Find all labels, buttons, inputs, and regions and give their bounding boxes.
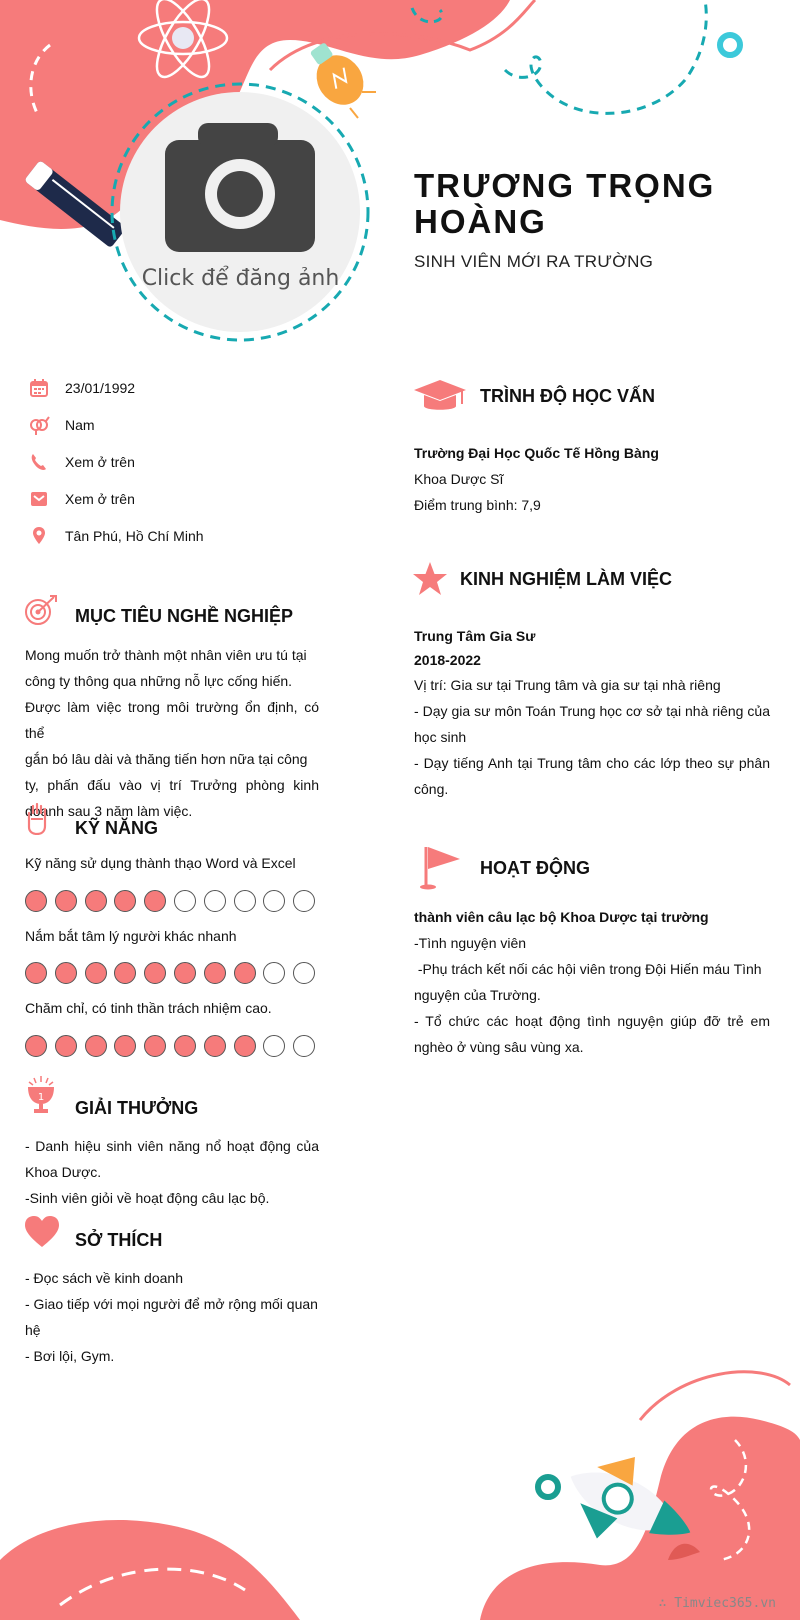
birthday-text: 23/01/1992	[65, 380, 136, 396]
objective-text	[25, 642, 319, 824]
work-period: 2018-2022	[414, 652, 481, 668]
awards-text	[25, 1133, 319, 1211]
rating-dot-filled	[114, 890, 136, 912]
award-line: - Danh hiệu sinh viên năng nổ hoạt động của	[25, 1138, 319, 1154]
experience-line: học sinh	[414, 729, 467, 745]
hobby-line: - Đọc sách về kinh doanh	[25, 1270, 183, 1286]
activities-details	[414, 904, 770, 1060]
activities-title: HOẠT ĐỘNG	[480, 858, 590, 878]
awards-title: GIẢI THƯỞNG	[75, 1098, 199, 1118]
skills-title: KỸ NĂNG	[75, 818, 159, 838]
rating-dot-empty	[234, 890, 256, 912]
education-title: TRÌNH ĐỘ HỌC VẤN	[480, 386, 655, 406]
svg-text:1: 1	[37, 1092, 45, 1103]
flag-icon	[420, 845, 464, 891]
rating-dot-empty	[263, 1035, 285, 1057]
phone-icon	[28, 451, 50, 473]
skill-label: Nắm bắt tâm lý người khác nhanh	[25, 928, 237, 944]
experience-title: KINH NGHIỆM LÀM VIỆC	[460, 569, 673, 589]
objective-line: công ty thông qua những nỗ lực cống hiến.	[25, 673, 293, 689]
rating-dot-empty	[263, 890, 285, 912]
rating-dot-filled	[204, 1035, 226, 1057]
rating-dot-empty	[263, 962, 285, 984]
skill-rating	[25, 890, 323, 912]
rating-dot-filled	[234, 1035, 256, 1057]
rating-dot-filled	[55, 1035, 77, 1057]
faculty: Khoa Dược Sĩ	[414, 471, 504, 487]
rating-dot-filled	[144, 890, 166, 912]
experience-line: Vị trí: Gia sư tại Trung tâm và gia sư tại nhà riêng	[414, 677, 721, 693]
rating-dot-filled	[204, 962, 226, 984]
activity-line: -Tình nguyện viên	[414, 935, 527, 951]
contact-gender	[28, 414, 95, 436]
rating-dot-empty	[293, 890, 315, 912]
hand-icon	[25, 803, 49, 835]
rating-dot-filled	[25, 1035, 47, 1057]
hobby-line: - Giao tiếp với mọi người để mở rộng mối quan	[25, 1296, 318, 1312]
objective-line: ty, phấn đấu vào vị trí Trưởng phòng kinh	[25, 777, 319, 793]
experience-line: công.	[414, 781, 449, 797]
job-title: SINH VIÊN MỚI RA TRƯỜNG	[414, 252, 654, 271]
rating-dot-filled	[55, 890, 77, 912]
skill-rating	[25, 1035, 323, 1057]
activity-line: -Phụ trách kết nối các hội viên trong Đội Hiến máu Tình	[414, 961, 762, 977]
rating-dot-filled	[25, 890, 47, 912]
company-name: Trung Tâm Gia Sư	[414, 628, 536, 644]
contact-email	[28, 488, 135, 510]
rating-dot-filled	[85, 1035, 107, 1057]
rating-dot-filled	[144, 1035, 166, 1057]
gender-text: Nam	[65, 417, 95, 433]
skill-label: Chăm chỉ, có tinh thần trách nhiệm cao.	[25, 1000, 272, 1016]
location-icon	[28, 525, 50, 547]
rating-dot-filled	[234, 962, 256, 984]
email-icon	[28, 488, 50, 510]
objective-line: Mong muốn trở thành một nhân viên ưu tú tại	[25, 647, 307, 663]
organization-name: thành viên câu lạc bộ Khoa Dược tại trường	[414, 909, 709, 925]
address-text: Tân Phú, Hồ Chí Minh	[65, 528, 204, 544]
objective-line: Được làm việc trong môi trường ổn định, có thể	[25, 699, 319, 741]
phone-text: Xem ở trên	[65, 454, 135, 470]
trophy-icon	[24, 1075, 58, 1115]
rating-dot-empty	[293, 962, 315, 984]
rating-dot-filled	[85, 962, 107, 984]
school-name: Trường Đại Học Quốc Tế Hồng Bàng	[414, 445, 659, 461]
contact-phone	[28, 451, 135, 473]
objective-line: doanh sau 3 năm làm việc.	[25, 803, 193, 819]
rating-dot-filled	[144, 962, 166, 984]
award-line: Khoa Dược.	[25, 1164, 102, 1180]
site-watermark: ∴ Timviec365.vn	[658, 1596, 776, 1611]
contact-birthday	[28, 377, 135, 399]
activity-line: - Tổ chức các hoạt động tình nguyện giúp đỡ trẻ em	[414, 1013, 770, 1029]
email-text: Xem ở trên	[65, 491, 135, 507]
experience-details	[414, 624, 770, 802]
heart-icon	[24, 1215, 60, 1249]
hobby-line: - Bơi lội, Gym.	[25, 1348, 115, 1364]
rating-dot-filled	[55, 962, 77, 984]
graduation-cap-icon	[412, 378, 468, 414]
hobbies-title: SỞ THÍCH	[75, 1230, 163, 1250]
skill-label: Kỹ năng sử dụng thành thạo Word và Excel	[25, 855, 296, 871]
profile-photo-upload[interactable]	[108, 80, 373, 345]
rating-dot-empty	[204, 890, 226, 912]
education-details	[414, 440, 784, 518]
rating-dot-filled	[174, 1035, 196, 1057]
experience-line: - Dạy gia sư môn Toán Trung học cơ sở tại nhà riêng của	[414, 703, 770, 719]
star-icon	[412, 561, 448, 597]
activity-line: nghèo ở vùng sâu vùng xa.	[414, 1039, 584, 1055]
rating-dot-filled	[114, 962, 136, 984]
hobby-line: hệ	[25, 1322, 41, 1338]
full-name: TRƯƠNG TRỌNG HOÀNG	[414, 167, 716, 240]
rating-dot-filled	[114, 1035, 136, 1057]
rating-dot-filled	[25, 962, 47, 984]
rating-dot-empty	[293, 1035, 315, 1057]
objective-line: gắn bó lâu dài và thăng tiến hơn nữa tại công	[25, 751, 308, 767]
rating-dot-filled	[174, 962, 196, 984]
gender-icon	[28, 414, 50, 436]
experience-line: - Dạy tiếng Anh tại Trung tâm cho các lớp theo sự phân	[414, 755, 770, 771]
target-icon	[24, 594, 58, 628]
camera-icon	[108, 80, 373, 345]
activity-line: nguyện của Trường.	[414, 987, 541, 1003]
hobbies-text	[25, 1265, 319, 1369]
gpa: Điểm trung bình: 7,9	[414, 497, 541, 513]
contact-address	[28, 525, 204, 547]
award-line: -Sinh viên giỏi về hoạt động câu lạc bộ.	[25, 1190, 270, 1206]
photo-upload-label[interactable]: Click để đăng ảnh	[141, 266, 340, 291]
calendar-icon	[28, 377, 50, 399]
objective-title: MỤC TIÊU NGHỀ NGHIỆP	[75, 606, 294, 626]
skill-rating	[25, 962, 323, 984]
rating-dot-filled	[85, 890, 107, 912]
rating-dot-empty	[174, 890, 196, 912]
